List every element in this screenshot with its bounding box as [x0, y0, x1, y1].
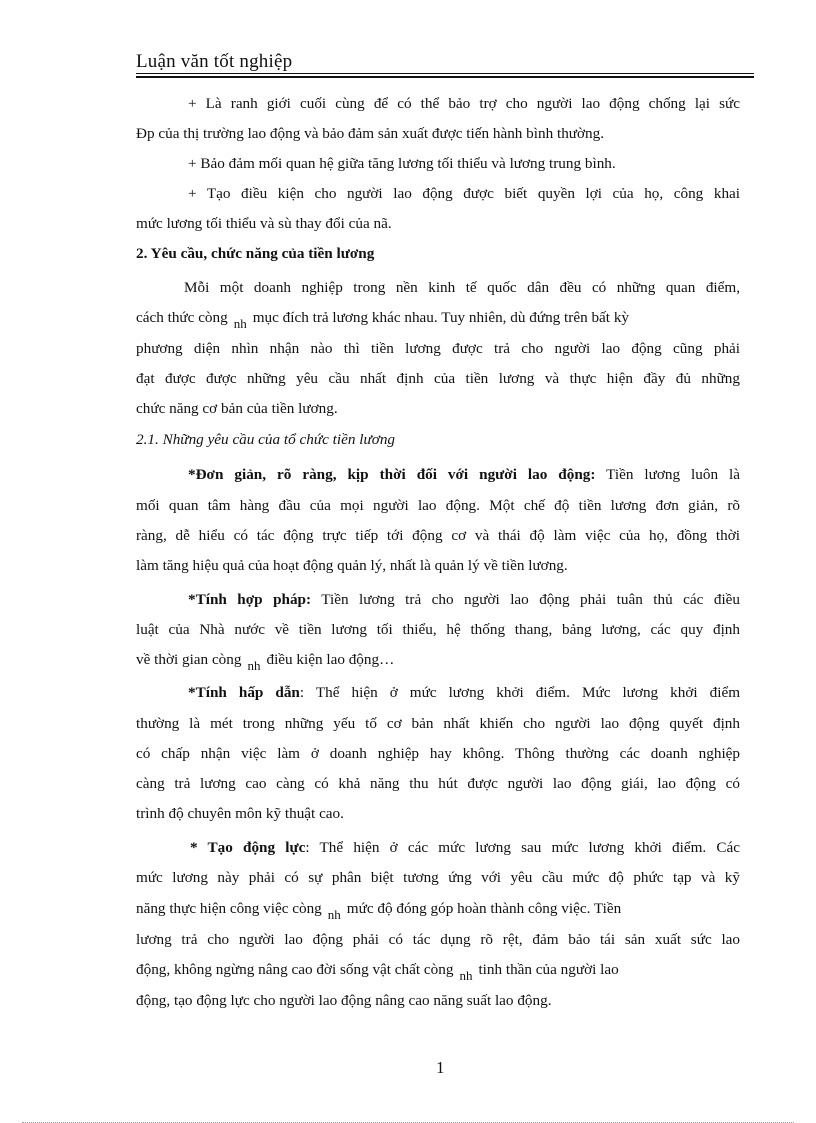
header-rule-thick: [136, 76, 754, 78]
paragraph-line: [188, 683, 740, 703]
bold-lead: *Tính hợp pháp:: [188, 591, 312, 608]
subsection-heading: 2.1. Những yêu cầu của tổ chức tiền lương: [136, 431, 396, 448]
paragraph-line: [188, 590, 740, 610]
paragraph-line: luật của Nhà nước về tiền lương tối thiểu, hệ thống thang, bảng lương, các quy định: [136, 621, 740, 638]
text-fragment: tinh thần của người lao: [478, 961, 619, 978]
paragraph-line: [136, 308, 630, 331]
paragraph-line: phương diện nhìn nhận nào thì tiền lương được trả cho người lao động cũng phải: [136, 340, 740, 357]
subscript-fragment: nh: [233, 316, 247, 331]
text-fragment: mục đích trả lương khác nhau. Tuy nhiên, dù đứng trên bất kỳ: [252, 309, 630, 326]
text-fragment: cách thức còng: [136, 309, 228, 326]
bullet-line-1-cont: Đp của thị trường lao động và bảo đảm sản xuất được tiến hành bình thường.: [136, 125, 605, 142]
paragraph-line: đạt được được những yêu cầu nhất định của tiền lương và thực hiện đầy đủ những: [136, 370, 740, 387]
paragraph-line: động, tạo động lực cho người lao động nâng cao năng suất lao động.: [136, 992, 552, 1009]
text-fragment: động, không ngừng nâng cao đời sống vật chất còng: [136, 961, 454, 978]
bold-lead: *Đơn giản, rõ ràng, kịp thời đối với người lao động:: [188, 466, 596, 483]
section-heading: 2. Yêu cầu, chức năng của tiền lương: [136, 245, 375, 262]
bullet-line-1: + Là ranh giới cuối cùng để có thể bảo trợ cho người lao động chống lại sức: [188, 95, 740, 112]
paragraph-line: [188, 465, 740, 485]
subscript-fragment: nh: [459, 968, 473, 983]
paragraph-line: chức năng cơ bản của tiền lương.: [136, 400, 338, 417]
paragraph-line: [136, 960, 619, 983]
text-fragment: Tiền lương luôn là: [595, 466, 740, 483]
text-fragment: : Thể hiện ở mức lương khởi điểm. Mức lương khởi điểm: [299, 684, 741, 701]
paragraph-line: ràng, dễ hiểu có tác động trực tiếp tới động cơ và thái độ làm việc của họ, đồng thời: [136, 527, 740, 544]
page-number: 1: [436, 1058, 445, 1077]
paragraph-line: càng trả lương cao càng có khả năng thu hút được người lao động giái, lao động có: [136, 775, 740, 792]
paragraph-line: thường là mét trong những yếu tố cơ bản nhất khiến cho người lao động quyết định: [136, 715, 740, 732]
page-header: [136, 50, 754, 80]
paragraph-line: [190, 838, 740, 858]
paragraph-line: mối quan tâm hàng đầu của mọi người lao động. Một chế độ tiền lương đơn giản, rõ: [136, 497, 740, 514]
text-fragment: năng thực hiện công việc còng: [136, 900, 322, 917]
bullet-line-3-cont: mức lương tối thiểu và sù thay đổi của nã.: [136, 215, 392, 232]
paragraph-line: trình độ chuyên môn kỹ thuật cao.: [136, 805, 344, 822]
header-rule: [136, 73, 754, 74]
header-title: Luận văn tốt nghiệp: [136, 51, 293, 72]
paragraph-line: lương trả cho người lao động phải có tác dụng rõ rệt, đảm bảo tái sản xuất sức lao: [136, 931, 740, 948]
subscript-fragment: nh: [247, 658, 261, 673]
bullet-line-2: + Bảo đảm mối quan hệ giữa tăng lương tối thiểu và lương trung bình.: [188, 155, 616, 172]
text-fragment: về thời gian còng: [136, 651, 242, 668]
bold-lead: * Tạo động lực: [190, 839, 306, 856]
text-fragment: : Thể hiện ở các mức lương sau mức lương khởi điểm. Các: [305, 839, 740, 856]
paragraph-line: [136, 650, 395, 673]
text-fragment: mức độ đóng góp hoàn thành công việc. Tiền: [346, 900, 622, 917]
subscript-fragment: nh: [327, 907, 341, 922]
paragraph-line: có chấp nhận việc làm ở doanh nghiệp hay không. Thông thường các doanh nghiệp: [136, 745, 740, 762]
text-fragment: Tiền lương trả cho người lao động phải tuân thủ các điều: [311, 591, 741, 608]
paragraph-line: làm tăng hiệu quả của hoạt động quản lý, nhất là quản lý về tiền lương.: [136, 557, 568, 574]
paragraph-line: [136, 899, 622, 922]
text-fragment: điều kiện lao động…: [266, 651, 395, 668]
bold-lead: *Tính hấp dẫn: [188, 684, 300, 701]
bullet-line-3: + Tạo điều kiện cho người lao động được biết quyền lợi của họ, công khai: [188, 185, 740, 202]
paragraph-line: mức lương này phải có sự phân biệt tương ứng với yêu cầu mức độ phức tạp và kỹ: [136, 869, 740, 886]
paragraph-line: Mỗi một doanh nghiệp trong nền kinh tế quốc dân đều có những quan điểm,: [184, 279, 740, 296]
